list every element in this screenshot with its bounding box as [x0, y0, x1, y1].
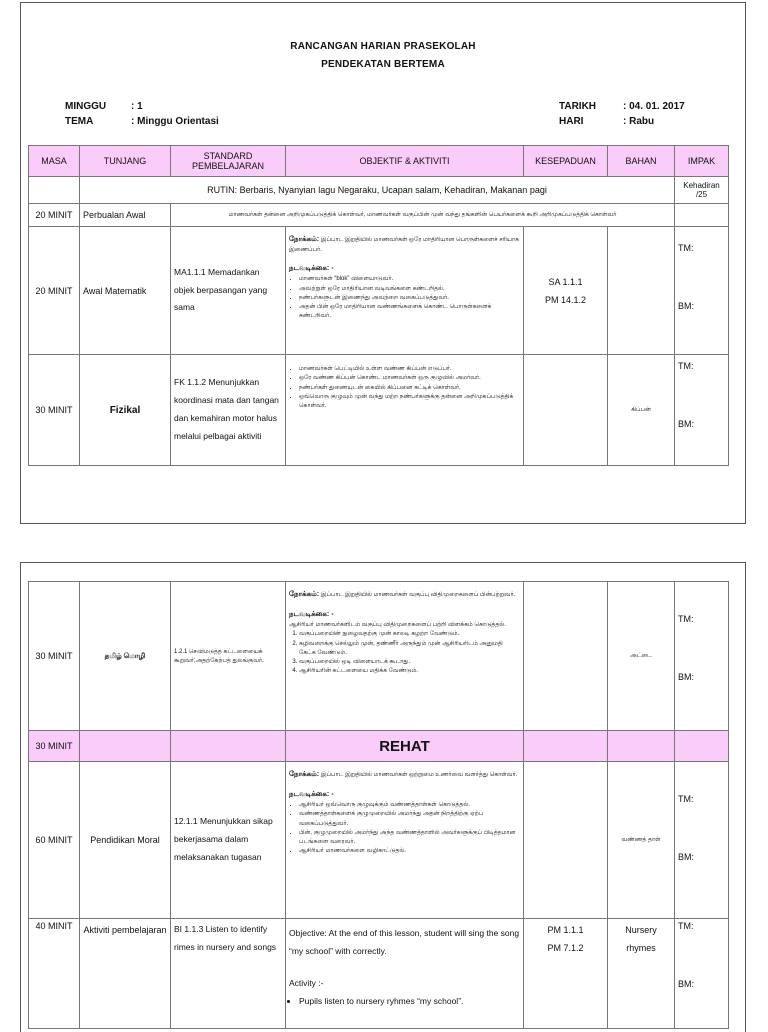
impak-cell	[675, 919, 729, 1029]
impak-cell	[675, 355, 729, 466]
tm-label: TM:	[678, 794, 694, 804]
table-row	[29, 355, 729, 466]
header-objektif: OBJEKTIF & AKTIVITI	[286, 146, 524, 177]
tm-label: TM:	[678, 243, 694, 253]
standard-cell: MA1.1.1 Memadankan objek berpasangan yang sama	[171, 227, 286, 355]
objektif-cell: மாணவர்கள் தன்னை அறிமுகப்படுத்திக் கொள்வர், மாணவர்கள் வகுப்பின் முன் வந்து தங்களின் பெயர்களைக் கூறி அறிமுகப்படுத்திக் கொள்வர்	[171, 204, 675, 227]
header-tunjang: TUNJANG	[80, 146, 171, 177]
masa-cell: 30 MINIT	[29, 582, 80, 731]
nadavadikkai-label: நடவடிக்கை: -	[289, 611, 334, 619]
masa-cell: 40 MINIT	[29, 919, 80, 1029]
list-item: • ஒவ்வொரு குழுவும் முன் வந்து மற்ற நண்பர்களுக்கு தன்னை அறிமுகப்படுத்திக் கொள்வர்.	[299, 393, 520, 412]
table-header-row	[29, 146, 729, 177]
tm-label: TM:	[678, 614, 694, 624]
standard-cell: BI 1.1.3 Listen to identify rimes in nursery and songs	[171, 919, 286, 1029]
header-standard: STANDARD PEMBELAJARAN	[171, 146, 286, 177]
table-row	[29, 204, 729, 227]
list-item: 2. கழிவறைக்கு செல்லும் முன், தண்ணீர் அருந்தும் முன் ஆசிரியரிடம் அனுமதி கேட்க வேண்டும்.	[299, 640, 520, 659]
nadavadikkai-label: நடவடிக்கை: -	[289, 791, 334, 799]
header-masa: MASA	[29, 146, 80, 177]
activity-label: Activity :-	[289, 977, 324, 988]
kesepaduan-item: PM 7.1.2	[547, 943, 584, 953]
minggu-value: : 1	[131, 101, 143, 112]
masa-cell: 30 MINIT	[29, 731, 80, 762]
bahan-cell: கிப்பன்	[608, 355, 675, 466]
activity-list	[289, 993, 520, 1011]
list-item: • நண்பர்களுடன் இணைந்து அவற்றை வகைப்படுத்துவர்.	[299, 294, 520, 303]
hari-value: : Rabu	[623, 116, 655, 127]
impak-cell	[675, 227, 729, 355]
tarikh-label: TARIKH	[559, 101, 597, 112]
nokkam-label: நோக்கம்:	[289, 591, 320, 598]
bm-label: BM:	[678, 419, 695, 429]
impak-cell	[675, 582, 729, 731]
objektif-cell	[286, 355, 524, 466]
tunjang-cell: Aktiviti pembelajaran	[80, 919, 171, 1029]
objektif-cell	[286, 762, 524, 919]
list-item: • அவற்றுள் ஒரே மாதிரியான வடிவங்களை கண்டறிதல்.	[299, 285, 520, 294]
rutin-text: RUTIN: Berbaris, Nyanyian lagu Negaraku, Ucapan salam, Kehadiran, Makanan pagi	[80, 177, 675, 204]
table-row	[29, 762, 729, 919]
activity-list	[289, 630, 520, 676]
objective-text: Objective: At the end of this lesson, student will sing the song “my school” with correctly.	[289, 928, 520, 956]
minggu-label: MINGGU	[65, 101, 107, 112]
header-impak: IMPAK	[675, 146, 729, 177]
masa-cell: 20 MINIT	[29, 204, 80, 227]
intro-text: ஆசிரியர் மாணவர்களிடம் வகுப்பு விதிமுறைகளைப் பற்றி விளக்கம் கொடுத்தல்.	[289, 621, 506, 628]
table-row	[29, 919, 729, 1029]
tema-label: TEMA	[65, 116, 94, 127]
bahan-cell: அட்டை	[608, 582, 675, 731]
list-item: • வண்ணத்தாள்களைக் குழுமுறையில் அமர்ந்து அதன் நிறத்திற்கு ஏற்ப வகைப்படுத்துவர்.	[299, 810, 520, 829]
header-kesepaduan: KESEPADUAN	[524, 146, 608, 177]
tunjang-cell: Fizikal	[80, 355, 171, 466]
tunjang-cell: Awal Matematik	[80, 227, 171, 355]
tunjang-cell: Pendidikan Moral	[80, 762, 171, 919]
list-item: • ஒரே வண்ண கிப்பன் கொண்ட மாணவர்கள் ஒரு குழுவில் அமர்வர்.	[299, 374, 520, 383]
bm-label: BM:	[678, 672, 695, 682]
list-item: • அதன் பின் ஒரே மாதிரியான வண்ணங்களைக் கொண்ட பொருள்களைக் கண்டறிவர்.	[299, 303, 520, 322]
list-item: • ஆசிரியர் ஒவ்வொரு குழுவுக்கும் வண்ணத்தாள்கள் கொடுத்தல்.	[299, 801, 520, 810]
masa-cell: 60 MINIT	[29, 762, 80, 919]
kesepaduan-cell	[524, 227, 608, 355]
lesson-table-2	[28, 581, 729, 1029]
table-row	[29, 582, 729, 731]
kesepaduan-cell	[524, 919, 608, 1029]
masa-cell: 20 MINIT	[29, 227, 80, 355]
document-subtitle: PENDEKATAN BERTEMA	[321, 59, 445, 70]
lesson-table-1	[28, 145, 729, 466]
tunjang-cell: Perbualan Awal	[80, 204, 171, 227]
bm-label: BM:	[678, 979, 695, 989]
standard-cell: 12.1.1 Menunjukkan sikap bekerjasama dalam melaksanakan tugasan	[171, 762, 286, 919]
header-bahan: BAHAN	[608, 146, 675, 177]
standard-cell: 1.2.1 செவிமடுத்த கட்டளையைக் கூறுவர்;அதற்கேற்பத் துலங்குவர்.	[171, 582, 286, 731]
activity-list	[289, 801, 520, 857]
list-item: 1. வகுப்பறையின் நுழைவதற்கு முன் காலடி கழற்ற வேண்டும்.	[299, 630, 520, 639]
bahan-cell: Nursery rhymes	[608, 919, 675, 1029]
activity-list	[289, 275, 520, 321]
list-item: • Pupils listen to nursery ryhmes “my school”.	[299, 993, 520, 1011]
standard-cell: FK 1.1.2 Menunjukkan koordinasi mata dan tangan dan kemahiran motor halus melalui pelbagai aktiviti	[171, 355, 286, 466]
page-1	[20, 2, 746, 524]
impak-cell	[675, 762, 729, 919]
tarikh-value: : 04. 01. 2017	[623, 101, 685, 112]
document-title: RANCANGAN HARIAN PRASEKOLAH	[290, 41, 476, 52]
kesepaduan-item: PM 14.1.2	[544, 294, 587, 305]
objektif-cell	[286, 227, 524, 355]
tm-label: TM:	[678, 921, 694, 931]
list-item: • நண்பர்கள் துணையுடன் கையில் கிப்பனை கட்டிக் கொள்வர்.	[299, 384, 520, 393]
tunjang-cell: தமிழ் மொழி	[80, 582, 171, 731]
activity-list	[289, 365, 520, 411]
page-2	[20, 562, 746, 1032]
table-row	[29, 227, 729, 355]
rutin-row	[29, 177, 729, 204]
kesepaduan-item: SA 1.1.1	[548, 276, 583, 287]
list-item: • பின், குழுமுறையில் அமர்ந்து அந்த வண்ணத்தாளில் அவர்களுக்குப் பிடித்தமான படங்களை வரைவர்.	[299, 829, 520, 848]
objektif-cell	[286, 582, 524, 731]
kesepaduan-item: PM 1.1.1	[547, 925, 584, 935]
nokkam-text: இப்பாட இறுதியில் மாணவர்கள் வகுப்பு விதிமுறைகளைப் பின்பற்றுவர்.	[320, 592, 516, 598]
rehat-row	[29, 731, 729, 762]
nokkam-label: நோக்கம்:	[289, 236, 320, 243]
list-item: 3. வகுப்பறையில் ஒடி விளையாடக் கூடாது.	[299, 658, 520, 667]
list-item: 4. ஆசிரியரின் கட்டளையை மதிக்க வேண்டும்.	[299, 667, 520, 676]
nokkam-text: இப்பாட இறுதியில் மாணவர்கள் ஒரே மாதிரியான பொருள்களைச் சரியாக இணைப்பர்.	[289, 237, 519, 253]
list-item: • ஆசிரியர் மாணவர்களை வழிகாட்டுதல்.	[299, 847, 520, 856]
masa-cell: 30 MINIT	[29, 355, 80, 466]
bm-label: BM:	[678, 852, 695, 862]
objektif-cell	[286, 919, 524, 1029]
tm-label: TM:	[678, 361, 694, 371]
bm-label: BM:	[678, 301, 695, 311]
list-item: • மாணவர்கள் “blok” விளையாடுவர்.	[299, 275, 520, 284]
bahan-cell: வண்ணத் தாள்	[608, 762, 675, 919]
kehadiran-cell: Kehadiran /25	[675, 177, 729, 204]
rehat-label: REHAT	[286, 731, 524, 762]
nokkam-text: இப்பாட இறுதியில் மாணவர்கள் ஒற்றுமை உணர்வை வளர்த்து கொள்வர்.	[320, 772, 518, 778]
list-item: • மாணவர்கள் பெட்டியில் உள்ள வண்ண கிப்பன் எடுப்பர்.	[299, 365, 520, 374]
tema-value: : Minggu Orientasi	[131, 116, 219, 127]
nokkam-label: நோக்கம்:	[289, 771, 320, 778]
nadavadikkai-label: நடவடிக்கை: -	[289, 265, 334, 273]
hari-label: HARI	[559, 116, 584, 127]
